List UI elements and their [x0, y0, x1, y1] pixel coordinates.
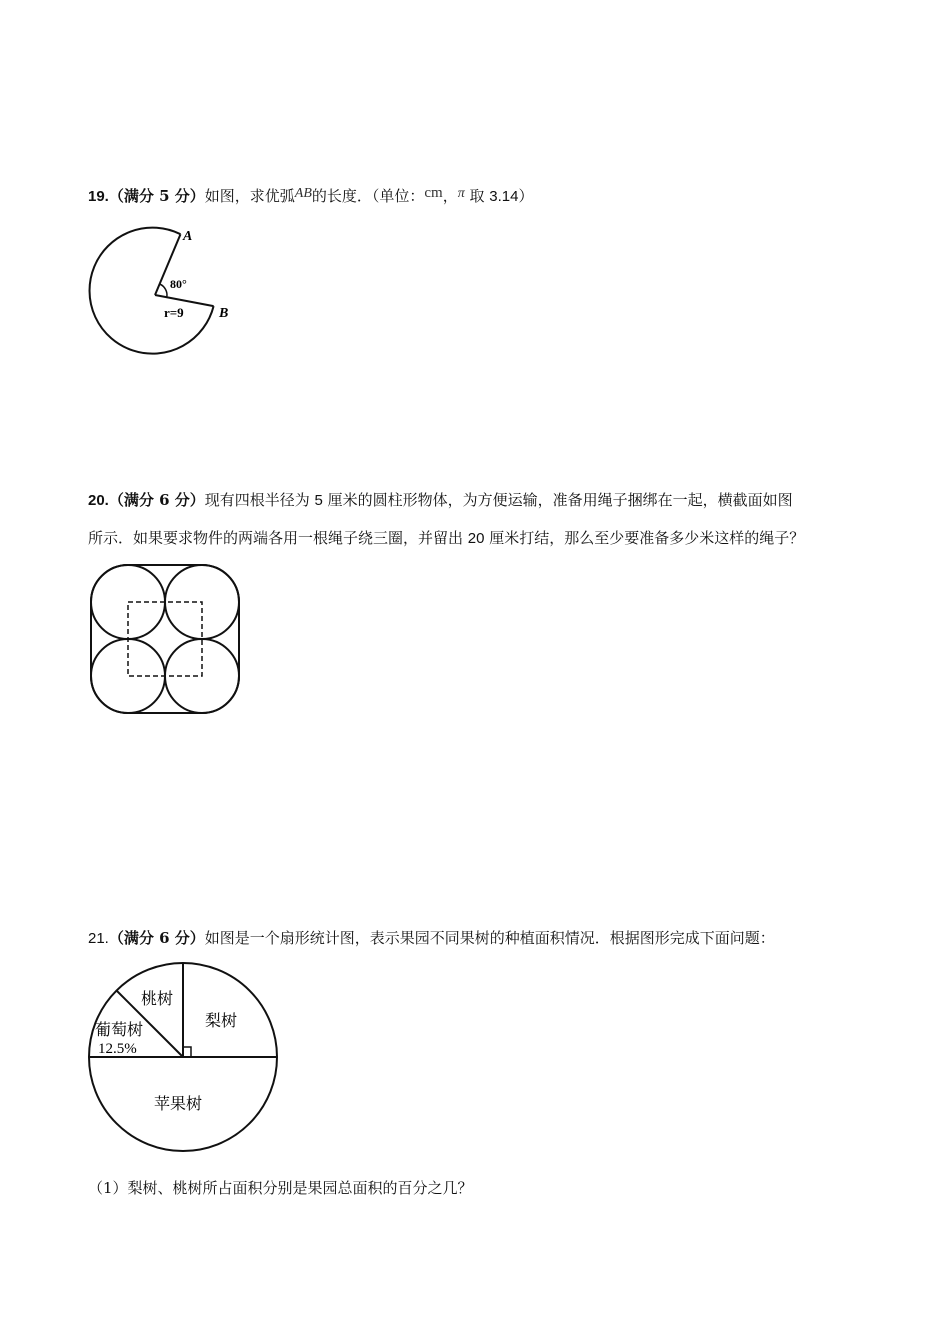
q19-sector-figure [86, 222, 246, 362]
q19-radius-label: r=9 [164, 305, 184, 320]
q20-dashed-square [128, 602, 202, 676]
q19-arc-symbol: AB [294, 186, 312, 201]
q19-text-c: ， [442, 187, 458, 205]
q21-label-apple: 苹果树 [154, 1096, 203, 1113]
q21-text: 如图是一个扇形统计图，表示果园不同果树的种植面积情况．根据图形完成下面问题： [204, 929, 775, 947]
q20-line1-a: 现有四根半径为 [204, 491, 315, 509]
q19-label-b: B [219, 306, 229, 321]
q20-number: 20. [88, 492, 109, 509]
q19-pi: π [457, 186, 465, 201]
q20-cylinders-figure [86, 560, 246, 720]
q21-label-grape: 葡萄树 [95, 1022, 144, 1039]
q19-text-e: ） [518, 187, 534, 205]
q21-prompt [88, 928, 775, 949]
q21-right-angle-mark [183, 1047, 191, 1057]
q20-radius-value: 5 [314, 492, 323, 509]
q20-line2-b: 厘米打结，那么至少要准备多少米这样的绳子？ [484, 529, 805, 547]
q19-text-a: 如图，求优弧 [204, 187, 295, 205]
q21-score: （满分 6 分） [108, 929, 205, 947]
q19-text-d: 取 [464, 187, 490, 205]
q19-major-arc [90, 228, 214, 354]
q19-label-a: A [183, 229, 193, 244]
q21-label-grape-pct: 12.5% [98, 1041, 137, 1057]
q19-number: 19. [88, 188, 109, 205]
q19-pi-value: 3.14 [489, 188, 519, 205]
q20-line2 [88, 528, 804, 549]
q20-line1-b: 厘米的圆柱形物体，为方便运输，准备用绳子捆绑在一起，横截面如图 [322, 491, 793, 509]
q20-line1 [88, 490, 793, 511]
q19-score: （满分 5 分） [108, 187, 205, 205]
q19-text-b: 的长度．（单位： [311, 187, 425, 205]
q21-label-peach: 桃树 [141, 991, 174, 1008]
q19-prompt [88, 186, 534, 208]
q20-knot-value: 20 [467, 530, 485, 547]
q19-unit: cm [424, 185, 443, 201]
q21-number: 21. [88, 930, 109, 947]
q20-score: （满分 6 分） [108, 491, 205, 509]
q19-angle-label: 80° [170, 277, 187, 291]
q20-rope-outline [91, 565, 239, 713]
q21-sub1 [88, 1178, 473, 1198]
q21-pie-chart [86, 960, 282, 1160]
q21-label-pear: 梨树 [205, 1013, 238, 1030]
q21-sub1-text: 梨树、桃树所占面积分别是果园总面积的百分之几？ [127, 1179, 473, 1197]
q21-sub1-num: （1） [88, 1179, 128, 1197]
q20-line2-a: 所示．如果要求物件的两端各用一根绳子绕三圈，并留出 [88, 529, 468, 547]
